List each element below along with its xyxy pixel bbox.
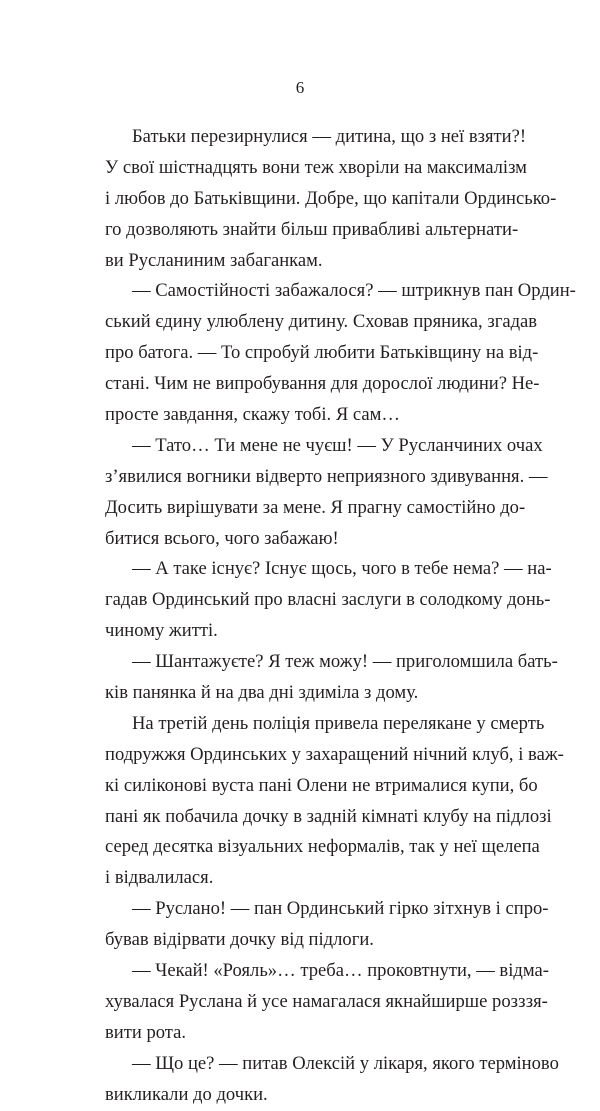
text-line: — А таке існує? Існує щось, чого в тебе нема? — на- (132, 558, 552, 580)
paragraph (105, 709, 564, 894)
text-line: хувалася Руслана й усе намагалася якнайширше розззя- (105, 990, 548, 1012)
text-line: і любов до Батьківщини. Добре, що капітали Ординсько- (105, 187, 557, 209)
paragraph (105, 956, 549, 1049)
page-number: 6 (295, 78, 305, 97)
text-line: — Руслано! — пан Ординський гірко зітхнув і спро- (132, 898, 549, 920)
text-line: подружжя Ординських у захаращений нічний клуб, і важ- (105, 743, 564, 765)
paragraph (105, 894, 549, 956)
text-line: викликали до дочки. (105, 1083, 268, 1105)
paragraph (105, 554, 552, 647)
text-line: бував відірвати дочку від підлоги. (105, 929, 374, 951)
text-line: просте завдання, скажу тобі. Я сам… (105, 404, 400, 426)
paragraph (105, 431, 548, 555)
text-line: битися всього, чого забажаю! (105, 527, 339, 549)
body-text (105, 122, 576, 1111)
text-line: гадав Ординський про власні заслуги в солодкому донь- (105, 589, 551, 611)
text-line: Батьки перезирнулися — дитина, що з неї взяти?! (132, 126, 527, 147)
text-line: — Самостійності забажалося? — штрикнув пан Ордин- (132, 280, 576, 302)
text-line: — Тато… Ти мене не чуєш! — У Русланчиних очах (132, 434, 543, 456)
text-line: про батога. — То спробуй любити Батьківщину на від- (105, 342, 539, 364)
text-line: го дозволяють знайти більш привабливі альтернати- (105, 218, 519, 240)
text-line: ків панянка й на два дні здиміла з дому. (105, 682, 419, 704)
text-line: Досить вирішувати за мене. Я прагну самостійно до- (105, 496, 526, 518)
text-line: серед десятка візуальних неформалів, так у неї щелепа (105, 836, 540, 858)
text-line: — Шантажуєте? Я теж можу! — приголомшила бать- (132, 651, 558, 673)
text-line: ський єдину улюблену дитину. Сховав пряника, згадав (105, 311, 538, 333)
paragraph (105, 122, 557, 276)
paragraph (105, 1049, 559, 1111)
text-line: з’явилися вогники відверто неприязного здивування. — (105, 465, 548, 487)
paragraph (105, 647, 558, 709)
text-line: і відвалилася. (105, 867, 214, 889)
text-line: пані як побачила дочку в задній кімнаті клубу на підлозі (105, 805, 552, 827)
paragraph (105, 276, 576, 430)
text-line: стані. Чим не випробування для дорослої людини? Не- (105, 373, 540, 395)
text-line: У свої шістнадцять вони теж хворіли на максималізм (105, 156, 527, 178)
text-line: кі силіконові вуста пані Олени не втрималися купи, бо (105, 774, 538, 796)
text-line: вити рота. (105, 1021, 187, 1043)
text-line: чиному житті. (105, 620, 218, 642)
text-line: — Що це? — питав Олексій у лікаря, якого терміново (132, 1052, 559, 1074)
text-line: — Чекай! «Рояль»… треба… проковтнути, — відма- (132, 960, 549, 982)
text-line: ви Русланиним забаганкам. (105, 249, 323, 271)
text-line: На третій день поліція привела перелякане у смерть (132, 712, 545, 734)
